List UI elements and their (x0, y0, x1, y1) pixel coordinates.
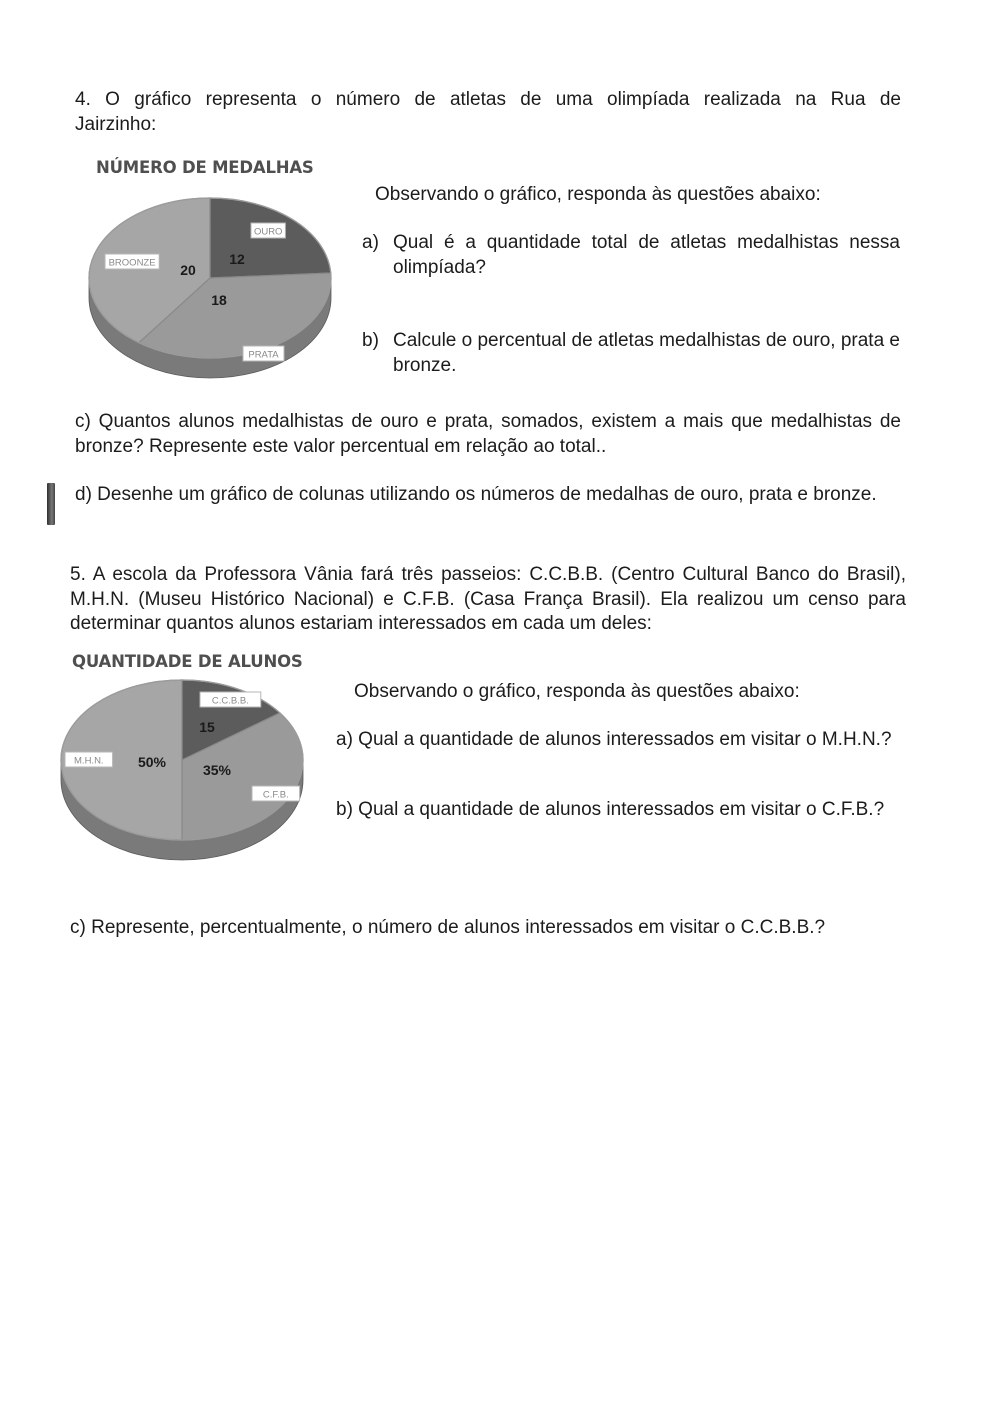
q5-question-a: a) Qual a quantidade de alunos interessados em visitar o M.H.N.? (336, 729, 892, 750)
q4-question-c: c) Quantos alunos medalhistas de ouro e prata, somados, existem a mais que medalhistas de bronze? Represente este valor percentual em relação ao total.. (75, 411, 901, 457)
q5-chart-title: QUANTIDADE DE ALUNOS (72, 652, 303, 671)
side-marker (47, 483, 55, 525)
q5-observe-text: Observando o gráfico, responda às questões abaixo: (354, 681, 800, 702)
pie-value-label: 12 (229, 251, 245, 267)
q4-question-a (362, 231, 900, 281)
q4-intro-line2: Jairzinho: (75, 113, 157, 135)
q5-question-c: c) Represente, percentualmente, o número de alunos interessados em visitar o C.C.B.B.? (70, 917, 826, 938)
q4-question-d: d) Desenhe um gráfico de colunas utilizando os números de medalhas de ouro, prata e bronze. (75, 484, 877, 505)
q4-intro-line1: 4. O gráfico representa o número de atletas de uma olimpíada realizada na Rua de (75, 89, 901, 110)
q4-chart-title: NÚMERO DE MEDALHAS (96, 158, 314, 177)
pie-category-label: OURO (253, 226, 283, 238)
pie-category-label: C.F.B. (262, 789, 289, 801)
q4-intro (75, 88, 901, 137)
pie-category-label: M.H.N. (74, 755, 104, 767)
q4-observe-text: Observando o gráfico, responda às questões abaixo: (375, 184, 821, 205)
pie-category-label: PRATA (248, 349, 279, 361)
q4-question-b (362, 329, 900, 379)
q4-b-text: Calcule o percentual de atletas medalhistas de ouro, prata e bronze. (393, 330, 900, 376)
pie-value-label: 18 (211, 292, 227, 308)
pie-value-label: 35% (202, 762, 232, 778)
pie-value-label: 50% (137, 754, 167, 770)
q5-intro: 5. A escola da Professora Vânia fará três passeios: C.C.B.B. (Centro Cultural Banco do Brasil), M.H.N. (Museu Histórico Nacional) e C.F.B. (Casa França Brasil). Ela realizou um censo para determinar quantos alunos estariam interessados em cada um deles: (70, 564, 906, 634)
q4-a-text: Qual é a quantidade total de atletas medalhistas nessa olimpíada? (393, 232, 900, 278)
pie-value-label: 15 (199, 719, 215, 735)
pie-value-label: 20 (180, 262, 196, 278)
pie-category-label: C.C.B.B. (211, 695, 249, 707)
students-pie-chart (55, 675, 310, 885)
pie-category-label: BROONZE (108, 257, 156, 269)
q5-question-b: b) Qual a quantidade de alunos interessados em visitar o C.F.B.? (336, 799, 885, 820)
medals-pie-chart (85, 190, 340, 405)
q4-a-label: a) (362, 232, 379, 253)
q4-b-label: b) (362, 330, 379, 351)
